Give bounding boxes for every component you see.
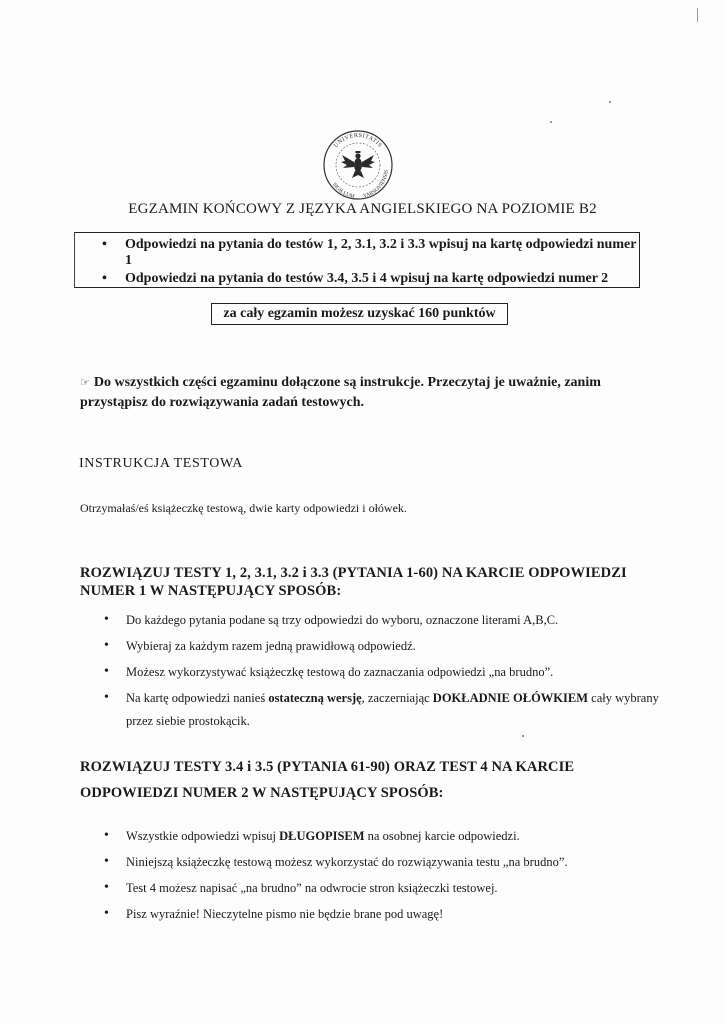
info-item-sheet-1: • Odpowiedzi na pytania do testów 1, 2, 3.1, 3.2 i 3.3 wpisuj na kartę odpowiedzi numer 1 <box>75 237 639 269</box>
section2-list <box>104 828 664 932</box>
total-points-box: za cały egzamin możesz uzyskać 160 punktów <box>211 303 508 325</box>
list-item: • Wszystkie odpowiedzi wpisuj DŁUGOPISEM na osobnej karcie odpowiedzi. <box>104 828 664 845</box>
scan-speck <box>609 101 611 103</box>
exam-title: EGZAMIN KOŃCOWY Z JĘZYKA ANGIELSKIEGO NA POZIOMIE B2 <box>128 201 597 217</box>
seal-text-left: SIGILLUM <box>331 181 356 200</box>
pen-emphasis: DŁUGOPISEM <box>279 829 365 843</box>
seal-text-top: UNIVERSITATIS <box>333 132 383 149</box>
answer-sheet-info-box <box>74 232 640 288</box>
section1-heading: ROZWIĄZUJ TESTY 1, 2, 3.1, 3.2 i 3.3 (PYTANIA 1-60) NA KARCIE ODPOWIEDZI NUMER 1 W NASTĘPUJĄCY SPOSÓB: <box>80 565 627 599</box>
list-item: • Możesz wykorzystywać książeczkę testową do zaznaczania odpowiedzi „na brudno”. <box>104 664 664 681</box>
received-materials-text: Otrzymałaś/eś książeczkę testową, dwie karty odpowiedzi i ołówek. <box>80 501 407 515</box>
instructions-note <box>80 373 650 412</box>
scan-mark <box>697 8 698 22</box>
pencil-emphasis: DOKŁADNIE OŁÓWKIEM <box>432 691 589 705</box>
list-item: • Do każdego pytania podane są trzy odpowiedzi do wyboru, oznaczone literami A,B,C. <box>104 612 664 629</box>
list-item: • Wybieraj za każdym razem jedną prawidłową odpowiedź. <box>104 638 664 655</box>
list-item: • Na kartę odpowiedzi nanieś ostateczną wersję, zaczerniając DOKŁADNIE OŁÓWKIEM cały wybrany przez siebie prostokącik. <box>104 687 664 733</box>
pointing-hand-icon: ☞ <box>80 377 90 389</box>
final-version-emphasis: ostateczną wersję <box>268 691 362 705</box>
scan-speck <box>522 735 524 737</box>
university-seal <box>312 128 404 202</box>
svg-text:SIGILLUM <box>331 182 355 200</box>
instructions-heading: INSTRUKCJA TESTOWA <box>79 456 243 471</box>
note-text: Do wszystkich części egzaminu dołączone są instrukcje. Przeczytaj je uważnie, zanim przystąpisz do rozwiązywania zadań testowych. <box>80 375 601 410</box>
section2-heading: ROZWIĄZUJ TESTY 3.4 i 3.5 (PYTANIA 61-90) ORAZ TEST 4 NA KARCIE ODPOWIEDZI NUMER 2 W NASTĘPUJĄCY SPOSÓB: <box>80 759 575 801</box>
seal-text-right: VARSOVIENSIS <box>362 169 390 200</box>
info-item-sheet-2: • Odpowiedzi na pytania do testów 3.4, 3.5 i 4 wpisuj na kartę odpowiedzi numer 2 <box>75 271 639 287</box>
list-item: • Pisz wyraźnie! Nieczytelne pismo nie będzie brane pod uwagę! <box>104 906 664 923</box>
list-item: • Niniejszą książeczkę testową możesz wykorzystać do rozwiązywania testu „na brudno”. <box>104 854 664 871</box>
list-item: • Test 4 możesz napisać „na brudno” na odwrocie stron książeczki testowej. <box>104 880 664 897</box>
section1-list <box>104 612 664 742</box>
scan-speck <box>550 121 552 123</box>
